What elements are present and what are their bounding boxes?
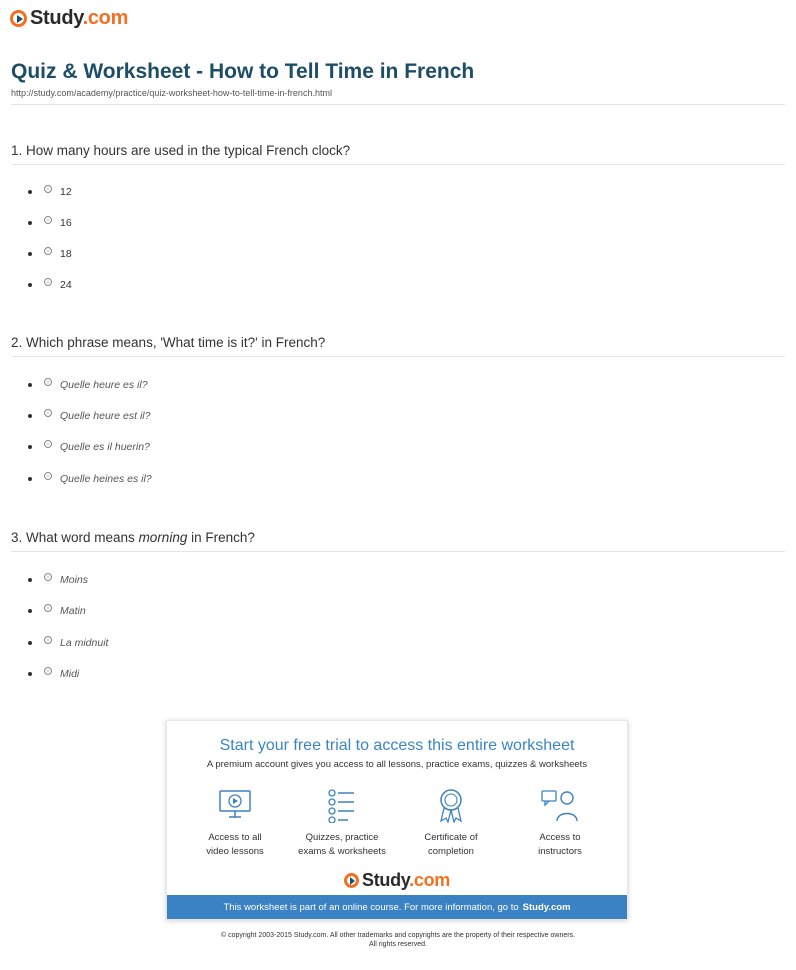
divider bbox=[11, 551, 785, 552]
answer-option[interactable]: Midi bbox=[28, 667, 79, 681]
feature-video-lessons bbox=[180, 787, 290, 859]
bullet-icon bbox=[28, 414, 32, 418]
feature-label: Quizzes, practice exams & worksheets bbox=[298, 832, 386, 857]
answer-option[interactable]: 24 bbox=[28, 278, 72, 292]
feature-label: Access to instructors bbox=[538, 832, 582, 857]
play-logo-icon bbox=[10, 10, 27, 27]
free-trial-promo[interactable] bbox=[166, 720, 628, 920]
radio-icon[interactable] bbox=[44, 378, 52, 386]
radio-icon[interactable] bbox=[44, 604, 52, 612]
radio-icon[interactable] bbox=[44, 278, 52, 286]
radio-icon[interactable] bbox=[44, 472, 52, 480]
answer-option[interactable]: Matin bbox=[28, 604, 86, 618]
answer-option[interactable]: 16 bbox=[28, 216, 72, 230]
answer-option[interactable]: Quelle es il huerin? bbox=[28, 440, 150, 454]
feature-certificate bbox=[396, 787, 506, 859]
answer-option[interactable]: La midnuit bbox=[28, 636, 108, 650]
radio-icon[interactable] bbox=[44, 573, 52, 581]
radio-icon[interactable] bbox=[44, 636, 52, 644]
bullet-icon bbox=[28, 672, 32, 676]
question-2: 2. Which phrase means, 'What time is it?' in French? bbox=[11, 335, 326, 350]
copyright-footer: © copyright 2003-2015 Study.com. All other trademarks and copyrights are the property of their respective owners. All rights reserved. bbox=[220, 932, 576, 948]
divider bbox=[11, 104, 785, 105]
promo-info-bar[interactable]: This worksheet is part of an online course. For more information, go to Study.com bbox=[167, 895, 627, 919]
bullet-icon bbox=[28, 477, 32, 481]
promo-study-logo: Study.com bbox=[167, 870, 627, 891]
radio-icon[interactable] bbox=[44, 185, 52, 193]
answer-option[interactable]: Quelle heure est il? bbox=[28, 409, 150, 423]
divider bbox=[11, 164, 785, 165]
radio-icon[interactable] bbox=[44, 216, 52, 224]
divider bbox=[11, 356, 785, 357]
bullet-icon bbox=[28, 383, 32, 387]
instructor-icon bbox=[540, 787, 580, 823]
feature-quizzes bbox=[287, 787, 397, 859]
study-link[interactable]: Study.com bbox=[522, 901, 571, 913]
radio-icon[interactable] bbox=[44, 440, 52, 448]
answer-option[interactable]: 18 bbox=[28, 247, 72, 261]
feature-label: Access to all video lessons bbox=[206, 832, 264, 857]
page-title: Quiz & Worksheet - How to Tell Time in French bbox=[11, 60, 475, 83]
bullet-icon bbox=[28, 445, 32, 449]
radio-icon[interactable] bbox=[44, 409, 52, 417]
play-logo-icon bbox=[344, 873, 359, 888]
feature-instructors bbox=[505, 787, 615, 859]
bullet-icon bbox=[28, 190, 32, 194]
video-lesson-icon bbox=[217, 787, 253, 823]
answer-option[interactable]: Quelle heines es il? bbox=[28, 472, 152, 486]
bullet-icon bbox=[28, 609, 32, 613]
bullet-icon bbox=[28, 641, 32, 645]
page-url[interactable]: http://study.com/academy/practice/quiz-worksheet-how-to-tell-time-in-french.html bbox=[11, 88, 332, 98]
promo-headline: Start your free trial to access this entire worksheet bbox=[219, 737, 575, 754]
study-logo[interactable] bbox=[10, 7, 128, 30]
question-3: 3. What word means morning in French? bbox=[11, 530, 255, 545]
promo-subline: A premium account gives you access to all lessons, practice exams, quizzes & worksheets bbox=[206, 759, 588, 770]
logo-text: Study.com bbox=[30, 7, 129, 29]
answer-option[interactable]: Quelle heure es il? bbox=[28, 378, 148, 392]
question-1: 1. How many hours are used in the typical French clock? bbox=[11, 143, 351, 158]
bullet-icon bbox=[28, 221, 32, 225]
bullet-icon bbox=[28, 578, 32, 582]
answer-option[interactable]: Moins bbox=[28, 573, 88, 587]
certificate-icon bbox=[433, 787, 469, 823]
radio-icon[interactable] bbox=[44, 667, 52, 675]
answer-option[interactable]: 12 bbox=[28, 185, 72, 199]
quiz-list-icon bbox=[324, 787, 360, 823]
bullet-icon bbox=[28, 283, 32, 287]
radio-icon[interactable] bbox=[44, 247, 52, 255]
bullet-icon bbox=[28, 252, 32, 256]
feature-label: Certificate of completion bbox=[424, 832, 478, 857]
